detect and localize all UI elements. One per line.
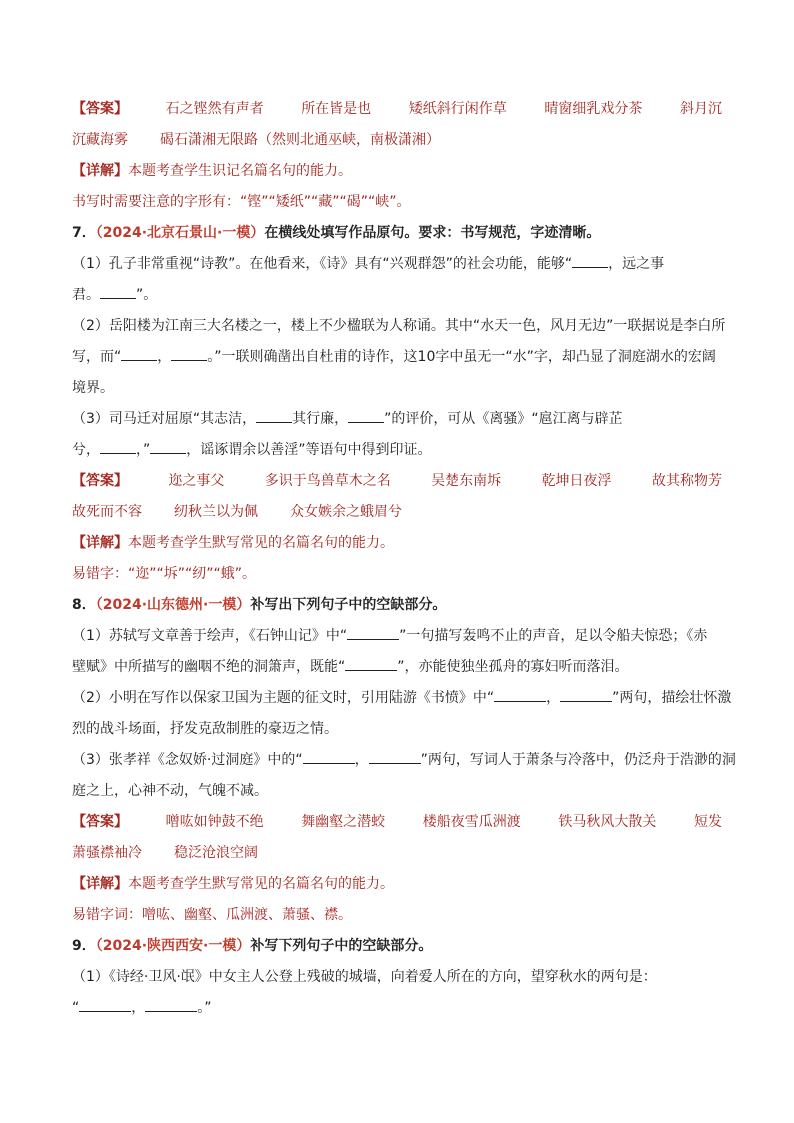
- answer-item: 故死而不容: [72, 504, 142, 520]
- blank: [150, 439, 186, 454]
- q7-part3-line1: [72, 407, 722, 438]
- text: 写，而“: [72, 349, 122, 365]
- text: （3）张孝祥《念奴娇·过洞庭》中的“: [72, 752, 303, 768]
- blank: [100, 439, 136, 454]
- text: ”两句，描绘壮怀激: [612, 690, 732, 706]
- text: 字中虽无一“水”字，却凸显了洞庭湖水的宏阔: [435, 349, 716, 365]
- detail-text: 本题考查学生默写常见的名篇名句的能力。: [128, 876, 394, 892]
- answer-row-1: [72, 97, 722, 128]
- text: 君。: [72, 287, 100, 303]
- answer-item: 迩之事父: [168, 473, 225, 489]
- blank: [79, 997, 131, 1012]
- text: ，谣诼谓余以善淫”等语句中得到印证。: [186, 442, 432, 458]
- answer-item: 斜月沉: [679, 101, 722, 117]
- detail-line: [72, 159, 722, 190]
- q8-detail-line: [72, 872, 722, 903]
- blank: [345, 656, 397, 671]
- q8-part2-line1: [72, 686, 732, 717]
- q8-note-line: 易错字词：噌吰、幽壑、瓜洲渡、萧骚、襟。: [72, 907, 352, 923]
- text: 10: [417, 349, 436, 365]
- text: ”一句描写轰鸣不止的声音，足以令船夫惊恐；《赤: [399, 628, 708, 644]
- q8-part2-line2: 烈的战斗场面，抒发克敌制胜的豪迈之情。: [72, 721, 338, 737]
- q7-note-line: 易错字：“迩”“坼”“纫”“蛾”。: [72, 566, 257, 582]
- answer-item: 吴楚东南坼: [431, 473, 502, 489]
- blank: [100, 284, 136, 299]
- blank: [560, 687, 612, 702]
- note-line: 书写时需要注意的字形有：“铿”“矮纸”“藏”“碣”“峡”。: [72, 194, 411, 210]
- q8-answer-row-2: [72, 841, 722, 872]
- answer-item: 稳泛沧浪空阔: [174, 845, 258, 861]
- question-source: （2024·陕西西安·一模）: [95, 938, 251, 954]
- q7-part2-line2: [72, 345, 722, 376]
- question-source: （2024·北京石景山·一模）: [95, 225, 265, 241]
- answer-tag: 【答案】: [72, 814, 128, 830]
- text: ，远之事: [608, 256, 665, 272]
- question-source: （2024·山东德州·一模）: [95, 597, 251, 613]
- answer-item: 纫秋兰以为佩: [174, 504, 258, 520]
- answer-item: 短发: [693, 814, 722, 830]
- detail-tag: 【详解】: [72, 163, 128, 179]
- question-9-header: [72, 934, 722, 965]
- q8-answer-row-1: [72, 810, 722, 841]
- q7-part2-line1: （2）岳阳楼为江南三大名楼之一，楼上不少楹联为人称诵。其中“水天一色，风月无边”一联据说是李白所: [72, 318, 726, 334]
- blank: [494, 687, 546, 702]
- q8-part3-line1: [72, 748, 736, 779]
- answer-item: 舞幽壑之潜蛟: [301, 814, 386, 830]
- answer-item: 多识于鸟兽草木之名: [264, 473, 391, 489]
- q8-part1-line1: [72, 624, 722, 655]
- blank: [256, 408, 292, 423]
- text: ，”: [136, 442, 151, 458]
- detail-text: 本题考查学生默写常见的名篇名句的能力。: [128, 535, 394, 551]
- q7-answer-row-1: [72, 469, 722, 500]
- text: ”，亦能使独坐孤舟的寡妇听而落泪。: [397, 659, 629, 675]
- detail-tag: 【详解】: [72, 535, 128, 551]
- answer-tag: 【答案】: [72, 101, 128, 117]
- question-stem: 补写下列句子中的空缺部分。: [250, 938, 433, 954]
- q7-answer-row-2: [72, 500, 722, 531]
- answer-item: 乾坤日夜浮: [541, 473, 612, 489]
- question-number: 9．: [72, 938, 96, 954]
- q7-detail-line: [72, 531, 722, 562]
- blank: [145, 997, 197, 1012]
- answer-item: 沉藏海雾: [72, 132, 128, 148]
- answer-item: 故其称物芳: [651, 473, 722, 489]
- text: （2）小明在写作以保家卫国为主题的征文时，引用陆游《书愤》中“: [72, 690, 495, 706]
- text: ”两句，写词人于萧条与冷落中，仍泛舟于浩渺的洞: [420, 752, 736, 768]
- q7-part1-line2: [72, 283, 722, 314]
- q7-part2-line3: 境界。: [72, 380, 114, 396]
- text: “: [72, 1000, 80, 1016]
- text: ”的评价，可从《离骚》“扈江离与辟芷: [384, 411, 623, 427]
- text: （1）孔子非常重视“诗教”。在他看来，《诗》具有“兴观群怨”的社会功能，能够“: [72, 256, 573, 272]
- question-8-header: [72, 593, 722, 624]
- text: 。”: [197, 1000, 212, 1016]
- answer-item: 石之铿然有声者: [165, 101, 264, 117]
- question-stem: 补写出下列句子中的空缺部分。: [250, 597, 447, 613]
- blank: [303, 749, 355, 764]
- answer-item: 铁马秋风大散关: [558, 814, 657, 830]
- q7-part1-line1: [72, 252, 722, 283]
- text: 其行廉，: [292, 411, 349, 427]
- text: ，: [131, 1000, 146, 1016]
- document-page: [72, 97, 736, 1027]
- text: ”。: [136, 287, 158, 303]
- q9-part1-line2: [72, 996, 722, 1027]
- text: 兮，: [72, 442, 100, 458]
- text: ，: [157, 349, 172, 365]
- answer-row-2: [72, 128, 722, 159]
- text: （1）苏轼写文章善于绘声，《石钟山记》中“: [72, 628, 348, 644]
- blank: [369, 749, 421, 764]
- blank: [348, 408, 384, 423]
- text: 壁赋》中所描写的幽咽不绝的洞箫声，既能“: [72, 659, 346, 675]
- answer-tag: 【答案】: [72, 473, 128, 489]
- answer-item: 碣石潇湘无限路（然则北通巫峡，南极潇湘）: [160, 132, 440, 148]
- answer-item: 众女嫉余之蛾眉兮: [290, 504, 402, 520]
- q9-part1-line1: （1）《诗经·卫风·氓》中女主人公登上残破的城墙，向着爱人所在的方向，望穿秋水的两句是：: [72, 969, 657, 985]
- detail-tag: 【详解】: [72, 876, 128, 892]
- answer-item: 矮纸斜行闲作草: [408, 101, 507, 117]
- answer-item: 晴窗细乳戏分茶: [544, 101, 643, 117]
- q8-part1-line2: [72, 655, 722, 686]
- question-stem: 在横线处填写作品原句。要求：书写规范，字迹清晰。: [264, 225, 601, 241]
- blank: [347, 625, 399, 640]
- answer-item: 楼船夜雪瓜洲渡: [422, 814, 521, 830]
- answer-item: 所在皆是也: [301, 101, 372, 117]
- blank: [171, 346, 207, 361]
- text: ，: [354, 752, 369, 768]
- text: 。”一联则确凿出自杜甫的诗作，这: [207, 349, 418, 365]
- answer-item: 噌吰如钟鼓不绝: [165, 814, 264, 830]
- question-7-header: [72, 221, 722, 252]
- q8-part3-line2: 庭之上，心神不动，气魄不减。: [72, 783, 268, 799]
- question-number: 7．: [72, 225, 96, 241]
- text: ，: [546, 690, 561, 706]
- detail-text: 本题考查学生识记名篇名句的能力。: [128, 163, 352, 179]
- blank: [572, 253, 608, 268]
- blank: [121, 346, 157, 361]
- q7-part3-line2: [72, 438, 722, 469]
- answer-item: 萧骚襟袖冷: [72, 845, 142, 861]
- question-number: 8．: [72, 597, 96, 613]
- text: （3）司马迁对屈原“其志洁，: [72, 411, 257, 427]
